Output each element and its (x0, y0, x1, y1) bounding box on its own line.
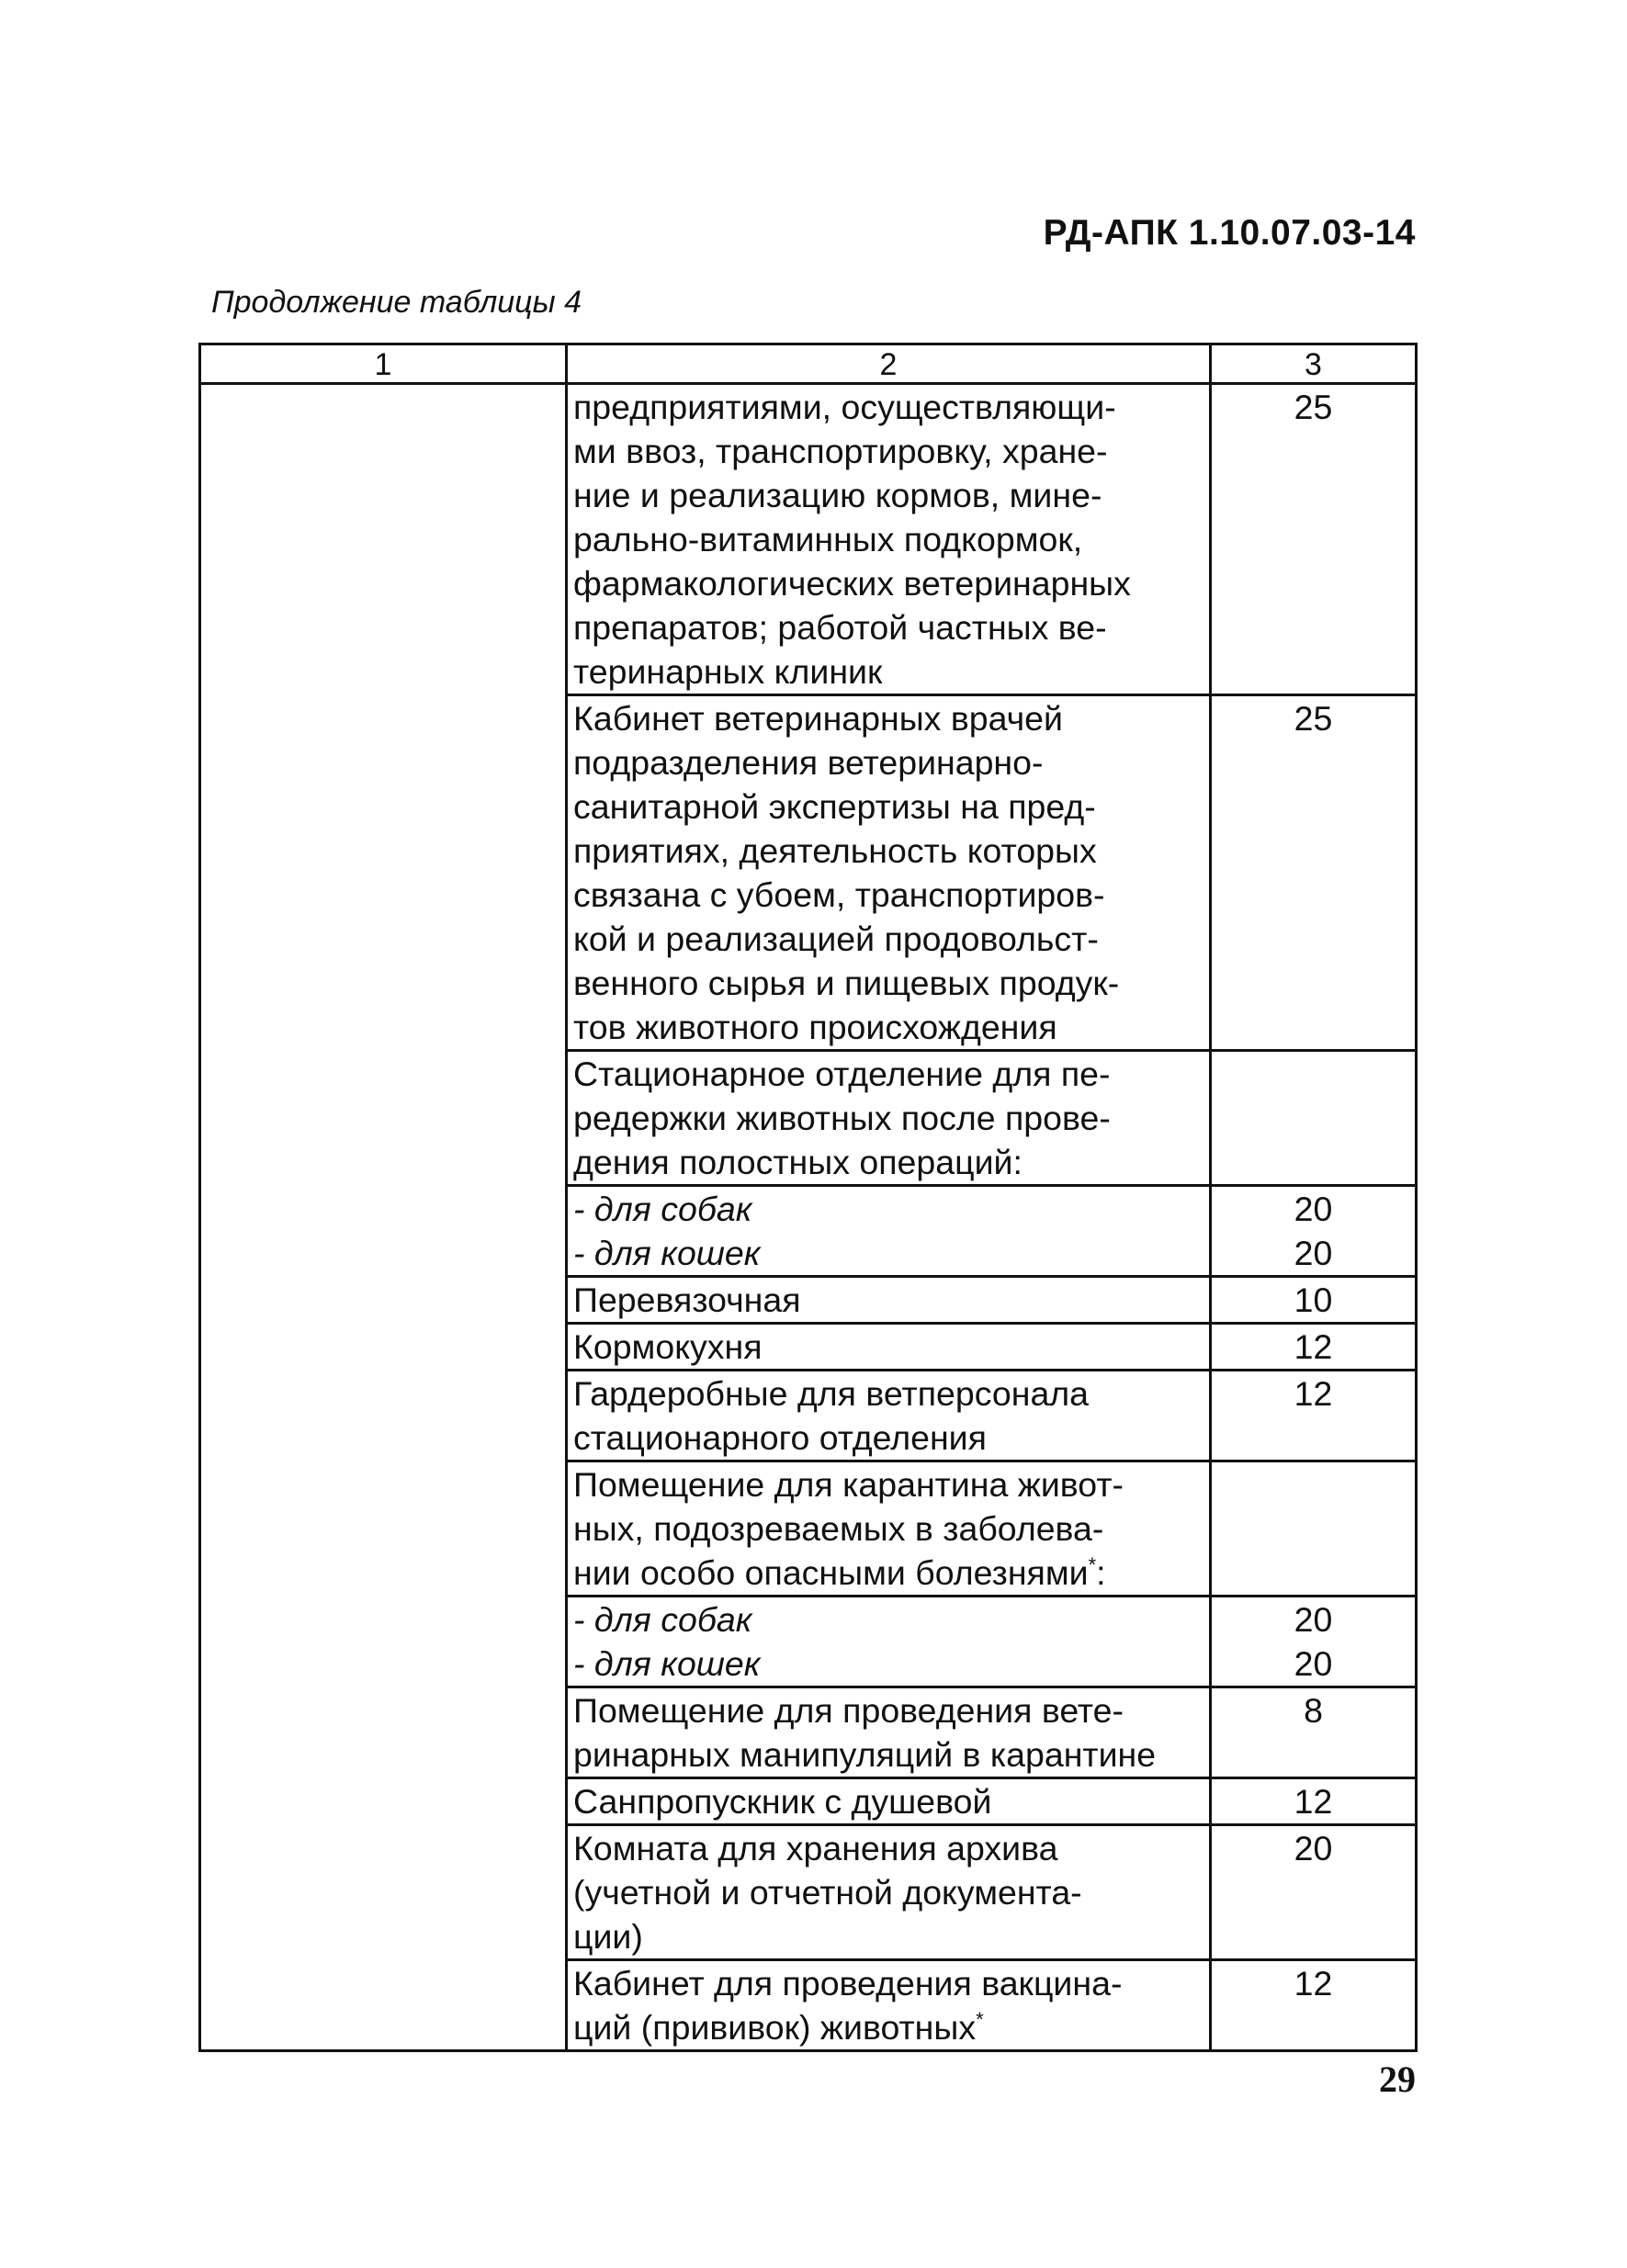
norm-value: 8 (1211, 1687, 1417, 1778)
room-description: - для собак - для кошек (567, 1597, 1211, 1687)
room-description (567, 1461, 1211, 1597)
norms-table (198, 343, 1418, 2052)
table-header-row (200, 344, 1417, 384)
room-description: Помещение для проведения вете- ринарных манипуляций в карантине (567, 1687, 1211, 1778)
footnote-mark: * (976, 2008, 984, 2031)
column-header-3: 3 (1211, 344, 1417, 384)
room-description-text: Помещение для карантина живот- ных, подозреваемых в заболева- нии особо опасными болезнями (573, 1465, 1124, 1592)
column-header-2: 2 (567, 344, 1211, 384)
room-description: предприятиями, осуществляющи- ми ввоз, транспортировку, хране- ние и реализацию кормов, мине- рально-витаминных подкормок, фармакологических ветеринарных препаратов; работой частных ве- теринарных клиник (567, 384, 1211, 695)
norm-value (1211, 1461, 1417, 1597)
room-description-suffix: : (1096, 1553, 1106, 1592)
room-description: Комната для хранения архива (учетной и отчетной документа- ции) (567, 1825, 1211, 1960)
room-description: Санпропускник с душевой (567, 1778, 1211, 1825)
table-row (200, 384, 1417, 695)
column-header-1: 1 (200, 344, 567, 384)
footnote-mark: * (1088, 1553, 1097, 1576)
norm-value: 12 (1211, 1778, 1417, 1825)
room-description: Кабинет ветеринарных врачей подразделения ветеринарно- санитарной экспертизы на пред- приятиях, деятельность которых связана с убоем, транспортиров- кой и реализацией продовольст- венного сырья и пищевых продук- тов животного происхождения (567, 695, 1211, 1051)
table-continuation-caption: Продолжение таблицы 4 (211, 285, 582, 320)
norm-value: 10 (1211, 1277, 1417, 1324)
room-description: Кормокухня (567, 1324, 1211, 1371)
first-column-cell (200, 384, 567, 2051)
norm-value: 12 (1211, 1371, 1417, 1461)
room-description-text: Кабинет для проведения вакцина- ций (прививок) животных (573, 1964, 1123, 2047)
room-description: Гардеробные для ветперсонала стационарного отделения (567, 1371, 1211, 1461)
norm-value: 20 20 (1211, 1186, 1417, 1277)
norm-value: 20 20 (1211, 1597, 1417, 1687)
norm-value: 25 (1211, 384, 1417, 695)
norm-value: 12 (1211, 1960, 1417, 2051)
page-number: 29 (1379, 2059, 1416, 2100)
norm-value: 25 (1211, 695, 1417, 1051)
document-code: РД-АПК 1.10.07.03-14 (1043, 213, 1416, 253)
room-description: Перевязочная (567, 1277, 1211, 1324)
norm-value: 20 (1211, 1825, 1417, 1960)
room-description: - для собак - для кошек (567, 1186, 1211, 1277)
room-description (567, 1960, 1211, 2051)
norm-value (1211, 1051, 1417, 1186)
room-description: Стационарное отделение для пе- редержки животных после прове- дения полостных операций: (567, 1051, 1211, 1186)
norm-value: 12 (1211, 1324, 1417, 1371)
